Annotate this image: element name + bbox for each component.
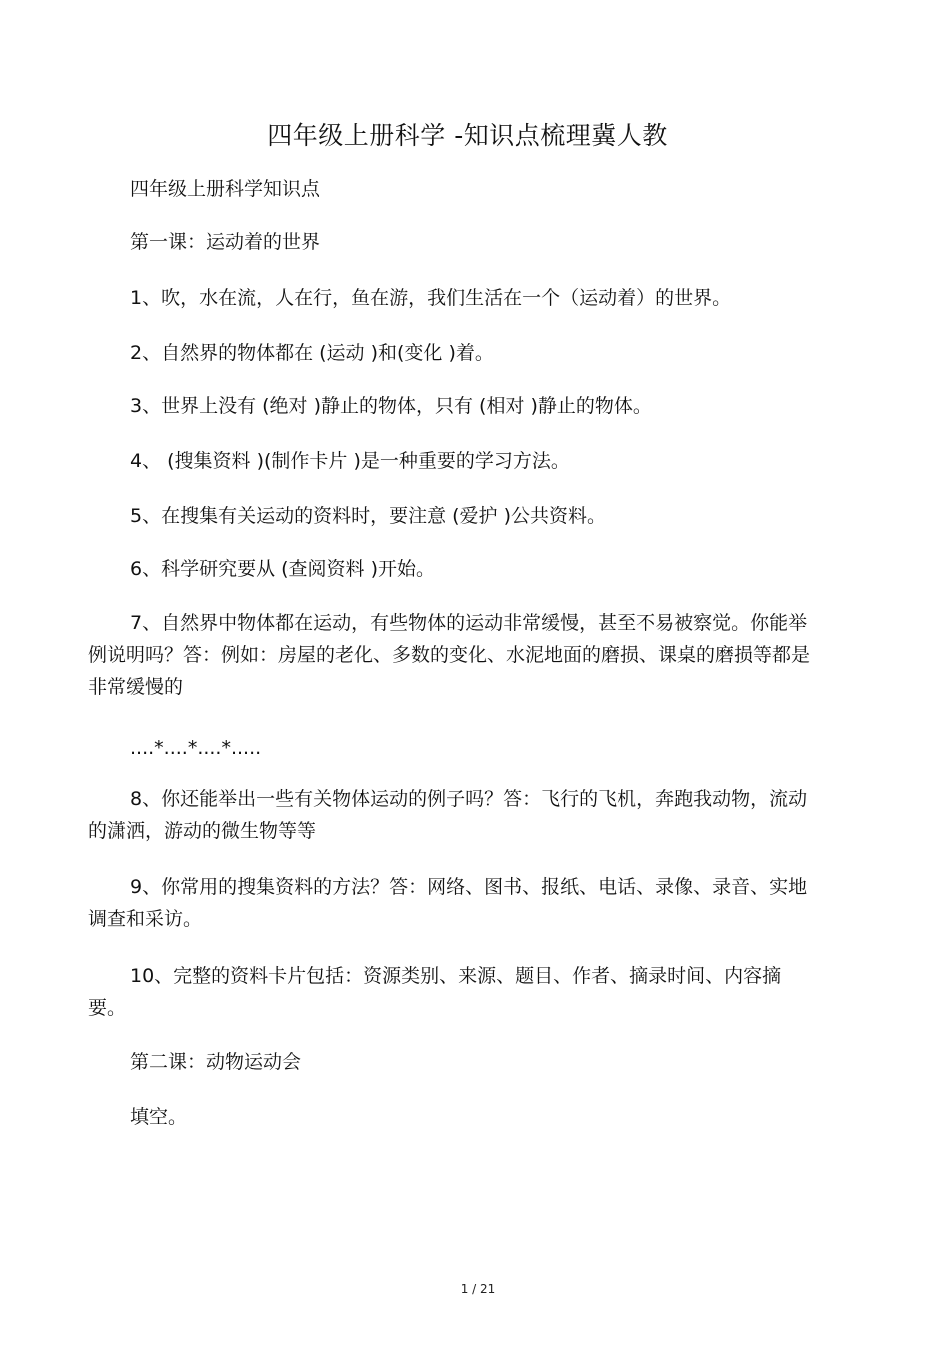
list-item: 6、科学研究要从 (查阅资料 )开始。 [130,558,435,580]
list-item: 5、在搜集有关运动的资料时，要注意 (爱护 )公共资料。 [130,505,606,527]
question-10: 10、完整的资料卡片包括：资源类别、来源、题目、作者、摘录时间、内容摘要。 [88,965,782,1019]
lesson-heading-2: 第二课：动物运动会 [130,1051,302,1073]
list-item: 4、 (搜集资料 )(制作卡片 )是一种重要的学习方法。 [130,450,570,472]
fill-blank-label: 填空。 [130,1106,188,1128]
separator-dots: ....*....*....*..... [130,737,262,759]
question-8: 8、你还能举出一些有关物体运动的例子吗？答：飞行的飞机，奔跑我动物，流动的潇洒，游动的微生物等等 [88,788,808,842]
question-9: 9、你常用的搜集资料的方法？答：网络、图书、报纸、电话、录像、录音、实地调查和采访。 [88,876,808,930]
document-title: 四年级上册科学 -知识点梳理冀人教 [267,121,668,150]
lesson-heading-1: 第一课：运动着的世界 [130,231,321,253]
list-item: 2、自然界的物体都在 (运动 )和(变化 )着。 [130,342,494,364]
list-item: 3、世界上没有 (绝对 )静止的物体，只有 (相对 )静止的物体。 [130,395,652,417]
list-item: 1、吹，水在流，人在行，鱼在游，我们生活在一个（运动着）的世界。 [130,287,732,309]
question-7: 7、自然界中物体都在运动，有些物体的运动非常缓慢，甚至不易被察觉。你能举例说明吗？答：例如：房屋的老化、多数的变化、水泥地面的磨损、课桌的磨损等都是非常缓慢的 [88,612,811,698]
page-number: 1 / 21 [460,1282,496,1296]
section-heading: 四年级上册科学知识点 [130,178,321,200]
